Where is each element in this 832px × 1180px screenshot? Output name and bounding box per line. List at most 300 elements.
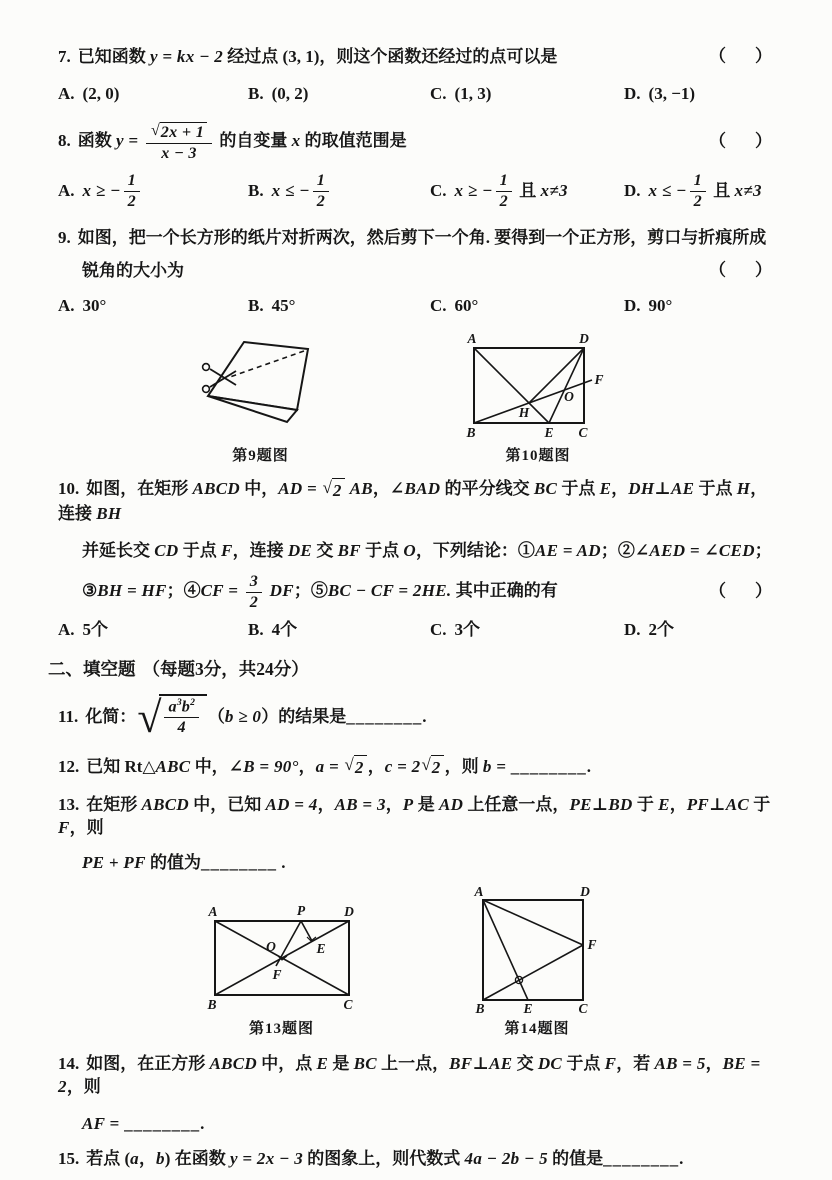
math-run: H [736, 479, 751, 499]
math-run: 1 [316, 172, 326, 190]
question-12-line-1 [24, 755, 782, 780]
text-run: ； [754, 540, 772, 560]
math-run: P [402, 795, 414, 815]
superscript: 3 [176, 696, 182, 708]
option-b [248, 172, 430, 211]
text-run: ， [611, 479, 629, 499]
math-run: 2 [316, 193, 326, 211]
text-run: 于点 [178, 540, 221, 560]
math-run: O [403, 540, 416, 560]
question-10-text-cont [82, 541, 772, 560]
text-run: ，则 [69, 818, 104, 838]
math-run: CF = [200, 580, 243, 600]
math-run: AB = 5 [654, 1054, 706, 1074]
point-label-O: O [265, 939, 276, 955]
math-run: 2 [693, 193, 703, 211]
answer-bracket-q9: （ ） [709, 260, 778, 280]
math-run: AE = AD [534, 540, 601, 560]
math-run: c = 2 [384, 756, 421, 776]
square-abcd-figure [465, 885, 610, 1015]
math-run: b = [482, 756, 511, 776]
math-run: DE [287, 540, 313, 560]
math-run: b ≥ 0 [224, 706, 262, 726]
fraction [164, 698, 198, 737]
question-9-line-1 [24, 227, 782, 250]
math-run: y = 2x − 3 [229, 1149, 304, 1169]
text-run: (3, −1) [648, 83, 696, 103]
math-run: AB [345, 479, 373, 499]
fraction [146, 122, 212, 163]
question-10-line-1 [24, 478, 782, 526]
text-run: 上任意一点， [463, 795, 570, 815]
math-run: F [604, 1054, 617, 1074]
text-run: ；④ [166, 580, 201, 600]
text-run: 中，点 [257, 1054, 317, 1074]
figure-q14 [465, 885, 610, 1039]
radical [323, 478, 345, 503]
text-run: ，连接 [232, 540, 288, 560]
option-text [82, 172, 144, 211]
text-run: 在矩形 [86, 795, 142, 815]
question-10-line-2 [24, 540, 782, 563]
text-run: 上一点， [376, 1054, 450, 1074]
math-run: BH = HF [97, 580, 167, 600]
option-text [648, 172, 762, 211]
option-a [58, 172, 248, 211]
radical-sign: √ [322, 478, 332, 497]
text-run: 已知函数 [77, 47, 150, 66]
option-letter: C. [430, 180, 447, 200]
text-run: 90° [648, 295, 673, 315]
text-run: ）的结果是 [261, 706, 347, 726]
math-run: AD = [278, 479, 322, 499]
option-text [83, 296, 107, 315]
option-text [83, 84, 120, 103]
option-text [455, 296, 479, 315]
text-run: 中， [240, 479, 279, 499]
question-number: 9. [58, 227, 71, 247]
question-13-line-1 [24, 794, 782, 840]
text-run: ，连接 [58, 479, 768, 523]
math-run: x ≤ − [271, 180, 310, 200]
figure-caption: 第9题图 [232, 447, 289, 464]
math-run: DF [265, 580, 294, 600]
rectangle-pef-figure [197, 903, 367, 1015]
radical [137, 694, 207, 742]
math-run: x ≥ − [82, 180, 121, 200]
math-run: ABCD [209, 1054, 257, 1074]
option-d [624, 619, 782, 642]
option-letter: B. [248, 83, 264, 103]
text-run: ， [385, 795, 403, 815]
question-13-line-2 [24, 852, 782, 875]
answer-blank: ________ [603, 1149, 680, 1169]
question-number: 15. [58, 1149, 80, 1169]
math-run: 2 [354, 758, 364, 778]
text-run: 的平分线交 [440, 479, 534, 499]
question-8-line-1 [24, 122, 782, 163]
math-run: 2 [332, 481, 342, 500]
math-run: x − 3 [161, 144, 197, 162]
text-run: 于点 [557, 479, 600, 499]
fraction [124, 172, 140, 211]
text-run: 中，已知 [189, 795, 266, 815]
text-run: ， [669, 795, 687, 815]
math-run: 4a − 2b − 5 [464, 1149, 548, 1169]
point-label-H: H [518, 404, 529, 420]
fraction [690, 172, 706, 211]
math-run: x≠3 [734, 180, 762, 200]
math-run: F [220, 540, 233, 560]
text-run: . [586, 756, 591, 776]
figure-caption: 第14题图 [504, 1021, 570, 1038]
math-run: DH⊥AE [628, 479, 695, 499]
text-run: 交 [312, 540, 338, 560]
option-a [58, 83, 248, 106]
figure-q10 [456, 330, 621, 466]
option-a [58, 295, 248, 318]
text-run: 且 [709, 180, 735, 200]
math-run: BC − CF = 2HE. [327, 580, 452, 600]
math-run: PE⊥BD [569, 795, 633, 815]
question-14-line-2 [24, 1113, 782, 1136]
fraction [496, 172, 512, 211]
question-8-options [24, 172, 782, 211]
text-run: ， [317, 795, 335, 815]
math-run: ABC [155, 756, 191, 776]
text-run: 其中正确的有 [451, 580, 558, 600]
point-label-B: B [465, 424, 476, 440]
math-run: 2 [127, 193, 137, 211]
question-7-text [58, 47, 557, 66]
text-run: （ [207, 706, 225, 726]
question-10-options [24, 619, 782, 642]
text-run: 4个 [271, 620, 298, 640]
option-c [430, 83, 624, 106]
math-run: AB = 3 [334, 795, 386, 815]
option-letter: A. [58, 620, 75, 640]
math-run: E [599, 479, 612, 499]
radical [151, 122, 207, 142]
text-run: （每题3分，共24分） [142, 659, 309, 680]
math-run: y = [116, 131, 143, 151]
text-run: ，下列结论：① [415, 540, 535, 560]
option-letter: D. [624, 180, 641, 200]
point-label-P: P [296, 903, 305, 919]
section-2-title [48, 659, 309, 679]
option-text [271, 172, 333, 211]
text-run: 化简： [85, 706, 137, 726]
point-label-C: C [577, 1001, 588, 1016]
answer-bracket-q7: （ ） [709, 47, 778, 66]
question-9-line-2 [24, 260, 782, 283]
point-label-F: F [593, 371, 604, 387]
question-number: 13. [58, 795, 80, 815]
answer-bracket-q8: （ ） [709, 131, 778, 151]
math-run: 1 [693, 172, 703, 190]
option-letter: D. [624, 295, 641, 315]
point-label-E: E [522, 1001, 533, 1016]
math-run: y = kx − 2 [150, 47, 224, 66]
math-run: x [291, 131, 301, 151]
math-run: ∠AED = ∠CED [634, 540, 755, 560]
option-text [454, 172, 568, 211]
math-run: x≠3 [540, 180, 568, 200]
math-run: a [168, 698, 177, 716]
text-run: ③ [82, 580, 98, 600]
option-text [649, 296, 673, 315]
text-run: ， [367, 756, 385, 776]
option-letter: C. [430, 620, 447, 640]
question-14-text [58, 1054, 760, 1096]
text-run: ， [705, 1054, 723, 1074]
point-label-D: D [578, 330, 589, 346]
math-run: AD [438, 795, 464, 815]
text-run: 的值为 [145, 853, 201, 873]
text-run: ) 在函数 [164, 1149, 230, 1169]
option-text [455, 84, 492, 103]
question-15-line-1 [24, 1148, 782, 1171]
text-run: . [679, 1149, 684, 1169]
superscript: 2 [190, 696, 195, 708]
question-7-options [24, 83, 782, 106]
text-run: 如图，在矩形 [86, 479, 193, 499]
math-run: ∠B = 90° [228, 756, 299, 776]
text-run: 并延长交 [82, 540, 155, 560]
point-label-A: A [473, 885, 484, 900]
text-run: ；⑤ [293, 580, 328, 600]
text-run: 若点 ( [86, 1149, 131, 1169]
figures-row-2 [24, 885, 782, 1039]
question-13-text-cont [82, 853, 285, 872]
point-label-C: C [577, 424, 588, 440]
option-b [248, 295, 430, 318]
text-run: 是 [413, 795, 439, 815]
question-10-line-3 [24, 573, 782, 612]
question-9-options [24, 295, 782, 318]
math-run: BE = 2 [58, 1054, 761, 1097]
question-10-text [58, 479, 767, 523]
text-run: ， [372, 479, 390, 499]
text-run: ，则 [66, 1077, 101, 1097]
question-7-line-1 [24, 46, 782, 69]
question-number: 二、填空题 [48, 659, 136, 680]
math-run: BF⊥AE [449, 1054, 513, 1074]
text-run: 锐角的大小为 [82, 260, 184, 280]
math-run: BF [337, 540, 361, 560]
radical-sign: √ [421, 755, 431, 775]
point-label-F: F [271, 967, 282, 983]
text-run: 交 [512, 1054, 538, 1074]
text-run: 的取值范围是 [300, 131, 407, 151]
text-run: 如图，把一个长方形的纸片对折两次，然后剪下一个角. 要得到一个正方形，剪口与折痕所成 [77, 227, 767, 247]
question-number: 14. [58, 1054, 80, 1074]
point-label-C: C [342, 997, 353, 1013]
text-run: 的值是 [547, 1149, 604, 1169]
option-letter: C. [430, 295, 447, 315]
option-text [272, 620, 298, 639]
text-run: 于 [632, 795, 659, 815]
point-label-F: F [586, 937, 597, 953]
math-run: AF = [82, 1114, 125, 1134]
text-run: 5个 [82, 620, 109, 640]
point-label-B: B [206, 997, 217, 1013]
option-letter: B. [248, 620, 264, 640]
option-letter: A. [58, 83, 75, 103]
option-text [272, 296, 296, 315]
math-run: 1 [499, 172, 509, 190]
text-run: 2个 [648, 620, 675, 640]
point-label-E: E [543, 424, 554, 440]
math-run: DC [537, 1054, 563, 1074]
figure-q9 [186, 330, 336, 466]
fraction [313, 172, 329, 211]
radical-sign: √ [344, 755, 354, 775]
radical-sign: √ [137, 692, 162, 742]
text-run: 45° [271, 295, 296, 315]
math-run: 3 [249, 572, 259, 590]
figure-caption: 第10题图 [505, 447, 571, 464]
text-run: 经过点 (3, 1)，则这个函数还经过的点可以是 [223, 47, 558, 66]
option-c [430, 172, 624, 211]
question-12-text [58, 757, 591, 776]
math-run: F [58, 818, 70, 838]
text-run: . [200, 1114, 205, 1134]
option-letter: A. [58, 295, 75, 315]
figure-q13 [197, 903, 367, 1039]
math-run: 2x + 1 [160, 123, 205, 141]
option-letter: A. [58, 180, 75, 200]
answer-bracket-q10: （ ） [709, 581, 778, 601]
text-run: (1, 3) [454, 83, 492, 103]
option-c [430, 295, 624, 318]
answer-blank: ________ [124, 1114, 201, 1134]
math-run: a [130, 1149, 139, 1169]
math-run: BC [533, 479, 558, 499]
option-a [58, 619, 248, 642]
option-letter: B. [248, 295, 264, 315]
question-15-text [58, 1149, 683, 1168]
option-b [248, 619, 430, 642]
option-d [624, 295, 782, 318]
math-run: 2 [431, 758, 441, 778]
text-run: 如图，在正方形 [86, 1054, 210, 1074]
math-run: PF⊥AC [686, 795, 749, 815]
point-label-A: A [466, 330, 477, 346]
text-run: ，则 [444, 756, 483, 776]
point-label-A: A [207, 904, 218, 920]
math-run: ABCD [192, 479, 240, 499]
radical-sign: √ [150, 121, 160, 139]
option-letter: D. [624, 83, 641, 103]
option-text [83, 620, 109, 639]
point-label-O: O [563, 388, 574, 404]
question-11-line-1 [24, 694, 782, 742]
option-b [248, 83, 430, 106]
point-label-B: B [474, 1001, 485, 1016]
text-run: ，若 [616, 1054, 655, 1074]
figures-row-1 [24, 330, 782, 466]
question-number: 8. [58, 131, 71, 151]
option-text [649, 84, 696, 103]
math-run: x ≤ − [648, 180, 687, 200]
math-run: E [658, 795, 670, 815]
math-run: 2 [249, 593, 259, 611]
text-run: (0, 2) [271, 83, 309, 103]
text-run: 且 [515, 180, 541, 200]
option-text [272, 84, 309, 103]
text-run: 60° [454, 295, 479, 315]
text-run: 的图象上，则代数式 [303, 1149, 465, 1169]
answer-blank: ________ [510, 756, 587, 776]
point-label-D: D [579, 885, 590, 900]
text-run: . [422, 706, 427, 726]
question-number: 12. [58, 756, 80, 776]
question-number: 10. [58, 479, 80, 499]
text-run: . [276, 853, 286, 873]
option-text [455, 620, 481, 639]
text-run: 中， [190, 756, 229, 776]
text-run: 于点 [360, 540, 404, 560]
text-run: 于 [748, 795, 771, 815]
math-run: CD [154, 540, 179, 560]
text-run: 30° [82, 295, 107, 315]
math-run: b [181, 698, 191, 716]
text-run: (2, 0) [82, 83, 120, 103]
question-10-text-cont2 [82, 572, 558, 611]
option-letter: D. [624, 620, 641, 640]
option-d [624, 83, 782, 106]
radical [421, 755, 443, 780]
math-run: 2 [499, 193, 509, 211]
math-run: AD = 4 [265, 795, 318, 815]
rectangle-abcd-figure [456, 330, 621, 442]
question-8-text [58, 121, 407, 162]
math-run: 1 [127, 172, 137, 190]
question-14-text-cont [82, 1114, 204, 1133]
text-run: 的自变量 [215, 131, 292, 151]
text-run: ， [298, 756, 316, 776]
math-run: 4 [177, 719, 186, 737]
option-d [624, 172, 782, 211]
math-run: PE + PF [82, 853, 146, 873]
text-run: 函数 [77, 131, 116, 151]
radical [345, 755, 367, 780]
fraction [246, 573, 262, 612]
section-2-header [24, 658, 782, 682]
answer-blank: ________ [346, 706, 423, 726]
point-label-D: D [343, 904, 354, 920]
text-run: ；② [600, 540, 635, 560]
math-run: ABCD [141, 795, 189, 815]
answer-blank: ________ [200, 853, 277, 873]
question-9-text-cont [82, 261, 184, 280]
math-run: a = [315, 756, 344, 776]
text-run: 是 [328, 1054, 354, 1074]
question-11-text [58, 692, 427, 742]
text-run: ， [138, 1149, 156, 1169]
option-letter: B. [248, 180, 264, 200]
math-run: E [316, 1054, 329, 1074]
math-run: b [155, 1149, 165, 1169]
question-number: 7. [58, 47, 71, 66]
question-14-line-1 [24, 1053, 782, 1099]
option-c [430, 619, 624, 642]
math-run: x ≥ − [454, 180, 493, 200]
math-run: BC [353, 1054, 377, 1074]
text-run: 3个 [454, 620, 481, 640]
math-run: BH [96, 503, 122, 523]
